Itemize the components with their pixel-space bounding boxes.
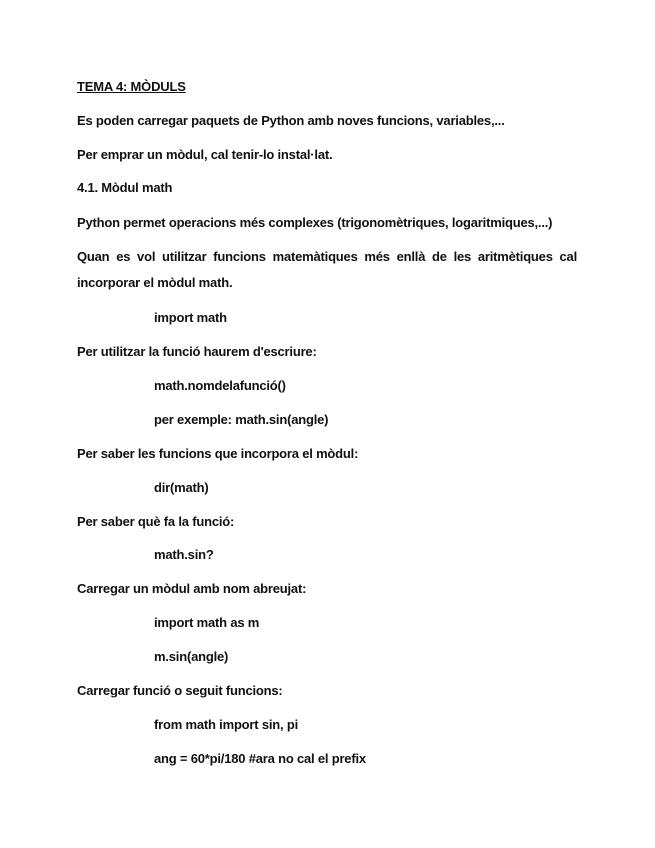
code-help: math.sin? <box>154 547 214 562</box>
paragraph-operations: Python permet operacions més complexes (trigonomètriques, logaritmiques,...) <box>77 215 553 230</box>
paragraph-math-line-1: Quan es vol utilitzar funcions matemàtiques més enllà de les aritmètiques cal <box>77 249 577 264</box>
paragraph-list-functions: Per saber les funcions que incorpora el mòdul: <box>77 446 359 461</box>
intro-paragraph-1: Es poden carregar paquets de Python amb noves funcions, variables,... <box>77 113 505 128</box>
code-angle: ang = 60*pi/180 #ara no cal el prefix <box>154 751 366 766</box>
code-dir: dir(math) <box>154 480 209 495</box>
code-alias: import math as m <box>154 615 260 630</box>
page-title: TEMA 4: MÒDULS <box>77 79 186 94</box>
paragraph-use: Per utilitzar la funció haurem d'escriure: <box>77 344 317 359</box>
code-call: math.nomdelafunció() <box>154 378 286 393</box>
paragraph-from-import: Carregar funció o seguit funcions: <box>77 683 283 698</box>
paragraph-math-line-2: incorporar el mòdul math. <box>77 275 233 290</box>
paragraph-help: Per saber què fa la funció: <box>77 514 235 529</box>
code-example: per exemple: math.sin(angle) <box>154 412 329 427</box>
code-from-import: from math import sin, pi <box>154 717 298 732</box>
section-heading: 4.1. Mòdul math <box>77 180 173 195</box>
intro-paragraph-2: Per emprar un mòdul, cal tenir-lo instal·lat. <box>77 147 333 162</box>
code-import: import math <box>154 310 227 325</box>
paragraph-alias: Carregar un mòdul amb nom abreujat: <box>77 581 307 596</box>
code-alias-use: m.sin(angle) <box>154 649 229 664</box>
